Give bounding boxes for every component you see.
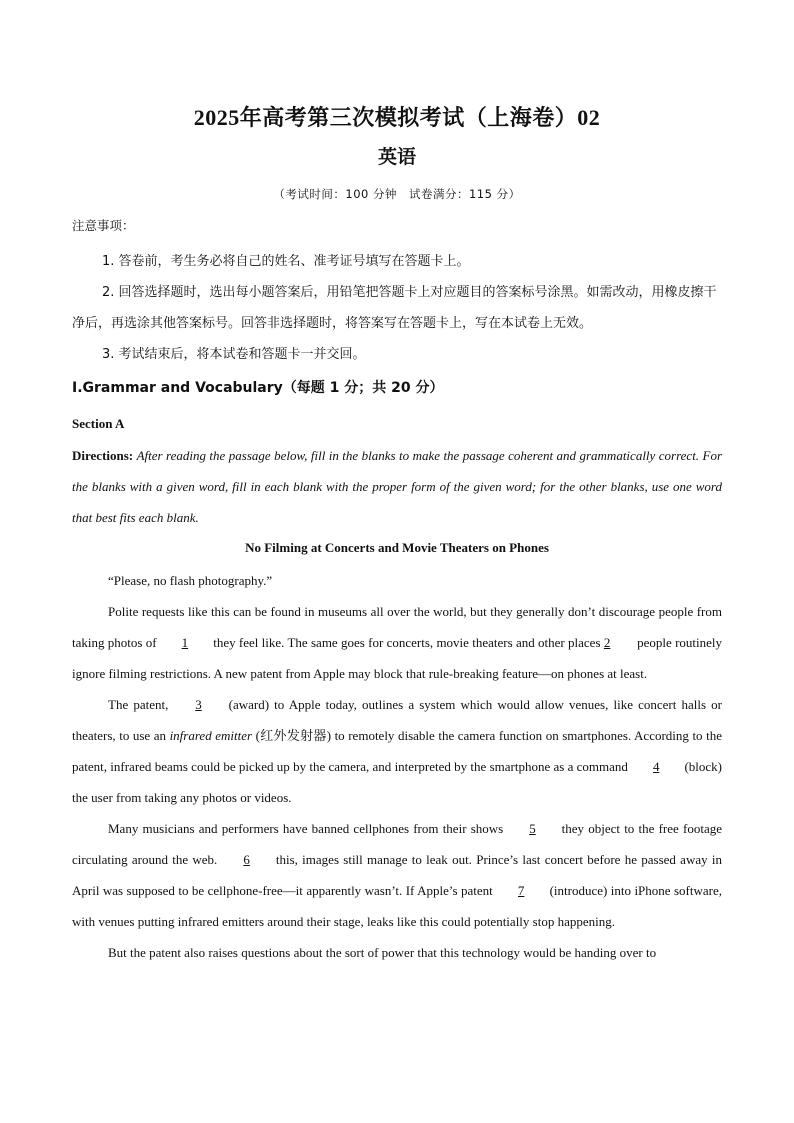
rule-item: 1. 答卷前，考生务必将自己的姓名、准考证号填写在答题卡上。 (102, 254, 470, 269)
section-label: Section A (72, 416, 125, 431)
rule-item: 3. 考试结束后，将本试卷和答题卡一并交回。 (102, 347, 366, 362)
passage-text: (红外发射器) to remotely disable the camera function on smartphones. According to the patent, infrared beams could be picked up by the camera, and interpreted by the smartphone as a command (72, 728, 722, 774)
passage-text: (award) to Apple today, outlines a system which would allow venues, like concert halls or theaters, to use an (72, 697, 722, 743)
blank-4: 4 (652, 759, 660, 774)
notice-rules (72, 246, 722, 370)
exam-title: 2025年高考第三次模拟考试（上海卷）02 (193, 105, 601, 130)
part-title: I.Grammar and Vocabulary（每题 1 分；共 20 分） (72, 380, 444, 396)
blank-2: 2 (603, 635, 611, 650)
passage-term: infrared emitter (169, 728, 253, 743)
rule-item: 2. 回答选择题时，选出每小题答案后，用铅笔把答题卡上对应题目的答案标号涂黑。如需改动，用橡皮擦干净后，再选涂其他答案标号。回答非选择题时，将答案写在答题卡上，写在本试卷上无效。 (72, 285, 717, 331)
passage-text: Many musicians and performers have banned cellphones from their shows (108, 821, 508, 836)
blank-5: 5 (529, 821, 536, 836)
blank-6: 6 (243, 852, 250, 867)
passage-text: (introduce) into iPhone software, with venues putting infrared emitters around their stage, leaks like this could potentially stop happening. (72, 883, 722, 929)
exam-info: （考试时间：100 分钟 试卷满分：115 分） (273, 187, 521, 201)
passage-text: they feel like. The same goes for concerts, movie theaters and other places (209, 635, 604, 650)
subject-title: 英语 (377, 147, 416, 168)
passage-title: No Filming at Concerts and Movie Theaters on Phones (245, 540, 549, 555)
passage-text: (block) the user from taking any photos or videos. (72, 759, 722, 805)
blank-1: 1 (181, 635, 189, 650)
passage-body (72, 565, 722, 968)
blank-3: 3 (195, 697, 202, 712)
notice-title: 注意事项： (72, 218, 135, 233)
passage-paragraph: But the patent also raises questions about the sort of power that this technology would be handing over to (108, 945, 657, 960)
passage-text: they object to the free footage circulating around the web. (72, 821, 722, 867)
blank-7: 7 (517, 883, 525, 898)
directions (72, 440, 722, 533)
passage-text: The patent, (108, 697, 174, 712)
directions-lead: Directions: (72, 448, 134, 463)
passage-paragraph (72, 689, 722, 813)
passage-text: people routinely ignore filming restrictions. A new patent from Apple may block that rule-breaking feature—on phones at least. (72, 635, 723, 681)
passage-paragraph (72, 813, 722, 937)
passage-text: this, images still manage to leak out. Prince’s last concert before he passed away in April was supposed to be cellphone-free—it apparently wasn’t. If Apple’s patent (72, 852, 722, 898)
directions-text: After reading the passage below, fill in the blanks to make the passage coherent and grammatically correct. For the blanks with a given word, fill in each blank with the proper form of the given word; for the other blanks, use one word that best fits each blank. (72, 448, 723, 525)
passage-paragraph (72, 596, 722, 689)
passage-paragraph: “Please, no flash photography.” (108, 573, 273, 588)
passage-text: Polite requests like this can be found in museums all over the world, but they generally don’t discourage people from taking photos of (72, 604, 722, 650)
